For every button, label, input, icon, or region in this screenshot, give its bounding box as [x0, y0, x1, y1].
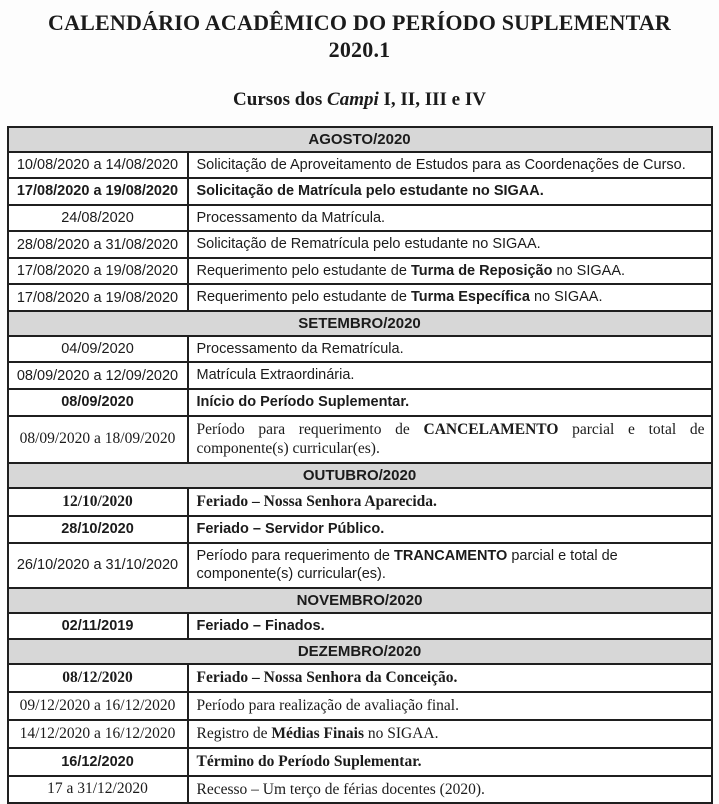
calendar-row	[8, 613, 712, 640]
date-cell: 08/09/2020 a 18/09/2020	[8, 416, 188, 464]
month-header-agosto-2020: AGOSTO/2020	[8, 127, 712, 152]
description-emphasis: TRANCAMENTO	[394, 547, 508, 564]
description-text: no SIGAA.	[363, 724, 439, 742]
month-header-row	[8, 639, 712, 664]
date-cell: 08/09/2020	[8, 389, 188, 416]
date-cell: 28/10/2020	[8, 516, 188, 543]
description-cell	[188, 543, 712, 588]
description-text: no SIGAA.	[552, 262, 626, 279]
page-title-line1: CALENDÁRIO ACADÊMICO DO PERÍODO SUPLEMENTAR	[47, 10, 671, 35]
calendar-row	[8, 748, 712, 776]
description-cell	[188, 720, 712, 748]
calendar-row	[8, 231, 712, 258]
description-text: Solicitação de Matrícula pelo estudante no SIGAA.	[196, 183, 544, 200]
description-text: Término do Período Suplementar.	[196, 752, 422, 770]
description-text: Requerimento pelo estudante de	[196, 289, 411, 306]
description-cell	[188, 362, 712, 389]
calendar-row	[8, 152, 712, 179]
description-text: parcial e total de componente(s) curricular(es).	[196, 547, 618, 583]
description-cell	[188, 284, 712, 311]
calendar-row	[8, 178, 712, 205]
page-title-line2: 2020.1	[328, 36, 391, 62]
date-cell: 17/08/2020 a 19/08/2020	[8, 258, 188, 285]
calendar-row	[8, 488, 712, 516]
calendar-row	[8, 362, 712, 389]
description-text: Feriado – Nossa Senhora da Conceição.	[196, 669, 458, 687]
calendar-row	[8, 516, 712, 543]
description-emphasis: CANCELAMENTO	[423, 420, 559, 438]
description-text: Recesso – Um terço de férias docentes (2020).	[196, 780, 485, 798]
description-text: Matrícula Extraordinária.	[196, 367, 355, 384]
description-cell	[188, 258, 712, 285]
subtitle-suffix: I, II, III e IV	[378, 88, 486, 110]
description-cell	[188, 389, 712, 416]
date-cell: 16/12/2020	[8, 748, 188, 776]
month-header-setembro-2020: SETEMBRO/2020	[8, 311, 712, 336]
description-cell	[188, 748, 712, 776]
date-cell: 10/08/2020 a 14/08/2020	[8, 152, 188, 179]
date-cell: 04/09/2020	[8, 336, 188, 363]
description-text: Feriado – Servidor Público.	[196, 521, 385, 538]
description-cell	[188, 516, 712, 543]
description-text: Feriado – Finados.	[196, 617, 325, 634]
month-header-row	[8, 588, 712, 613]
description-text: Período para realização de avaliação final.	[196, 697, 459, 715]
description-text: Período para requerimento de	[196, 547, 394, 564]
date-cell: 02/11/2019	[8, 613, 188, 640]
description-cell	[188, 488, 712, 516]
description-text: Período para requerimento de	[196, 420, 424, 438]
description-text: no SIGAA.	[529, 289, 603, 306]
month-header-row	[8, 311, 712, 336]
month-header-dezembro-2020: DEZEMBRO/2020	[8, 639, 712, 664]
page-title	[0, 10, 719, 64]
subtitle-campi: Campi	[327, 88, 379, 110]
description-text: Solicitação de Aproveitamento de Estudos para as Coordenações de Curso.	[196, 156, 686, 173]
description-cell	[188, 613, 712, 640]
description-text: parcial e total de componente(s) curricular(es).	[196, 420, 705, 458]
date-cell: 26/10/2020 a 31/10/2020	[8, 543, 188, 588]
date-cell: 08/12/2020	[8, 664, 188, 692]
month-header-row	[8, 127, 712, 152]
calendar-row	[8, 720, 712, 748]
calendar-row	[8, 258, 712, 285]
page-subtitle	[0, 89, 719, 111]
date-cell: 24/08/2020	[8, 205, 188, 232]
date-cell: 28/08/2020 a 31/08/2020	[8, 231, 188, 258]
calendar-row	[8, 692, 712, 720]
description-text: Registro de	[196, 724, 272, 742]
description-cell	[188, 231, 712, 258]
description-cell	[188, 336, 712, 363]
date-cell: 17/08/2020 a 19/08/2020	[8, 284, 188, 311]
date-cell: 17/08/2020 a 19/08/2020	[8, 178, 188, 205]
description-cell	[188, 178, 712, 205]
description-cell	[188, 776, 712, 804]
calendar-row	[8, 776, 712, 804]
description-cell	[188, 205, 712, 232]
calendar-row	[8, 205, 712, 232]
calendar-row	[8, 543, 712, 588]
date-cell: 14/12/2020 a 16/12/2020	[8, 720, 188, 748]
description-cell	[188, 664, 712, 692]
description-text: Solicitação de Rematrícula pelo estudante no SIGAA.	[196, 236, 541, 253]
month-header-novembro-2020: NOVEMBRO/2020	[8, 588, 712, 613]
description-emphasis: Turma de Reposição	[410, 262, 553, 279]
description-text: Processamento da Matrícula.	[196, 209, 386, 226]
description-text: Início do Período Suplementar.	[196, 394, 410, 411]
subtitle-prefix: Cursos dos	[233, 88, 328, 110]
description-cell	[188, 416, 712, 464]
month-header-outubro-2020: OUTUBRO/2020	[8, 463, 712, 488]
month-header-row	[8, 463, 712, 488]
description-text: Feriado – Nossa Senhora Aparecida.	[196, 493, 437, 511]
academic-calendar-table	[7, 126, 713, 804]
calendar-row	[8, 336, 712, 363]
description-text: Processamento da Rematrícula.	[196, 340, 404, 357]
calendar-row	[8, 416, 712, 464]
description-emphasis: Médias Finais	[271, 724, 364, 742]
calendar-row	[8, 664, 712, 692]
description-cell	[188, 692, 712, 720]
date-cell: 08/09/2020 a 12/09/2020	[8, 362, 188, 389]
calendar-row	[8, 389, 712, 416]
date-cell: 17 a 31/12/2020	[8, 776, 188, 804]
date-cell: 09/12/2020 a 16/12/2020	[8, 692, 188, 720]
date-cell: 12/10/2020	[8, 488, 188, 516]
calendar-row	[8, 284, 712, 311]
description-text: Requerimento pelo estudante de	[196, 262, 411, 279]
description-emphasis: Turma Específica	[410, 289, 530, 306]
description-cell	[188, 152, 712, 179]
